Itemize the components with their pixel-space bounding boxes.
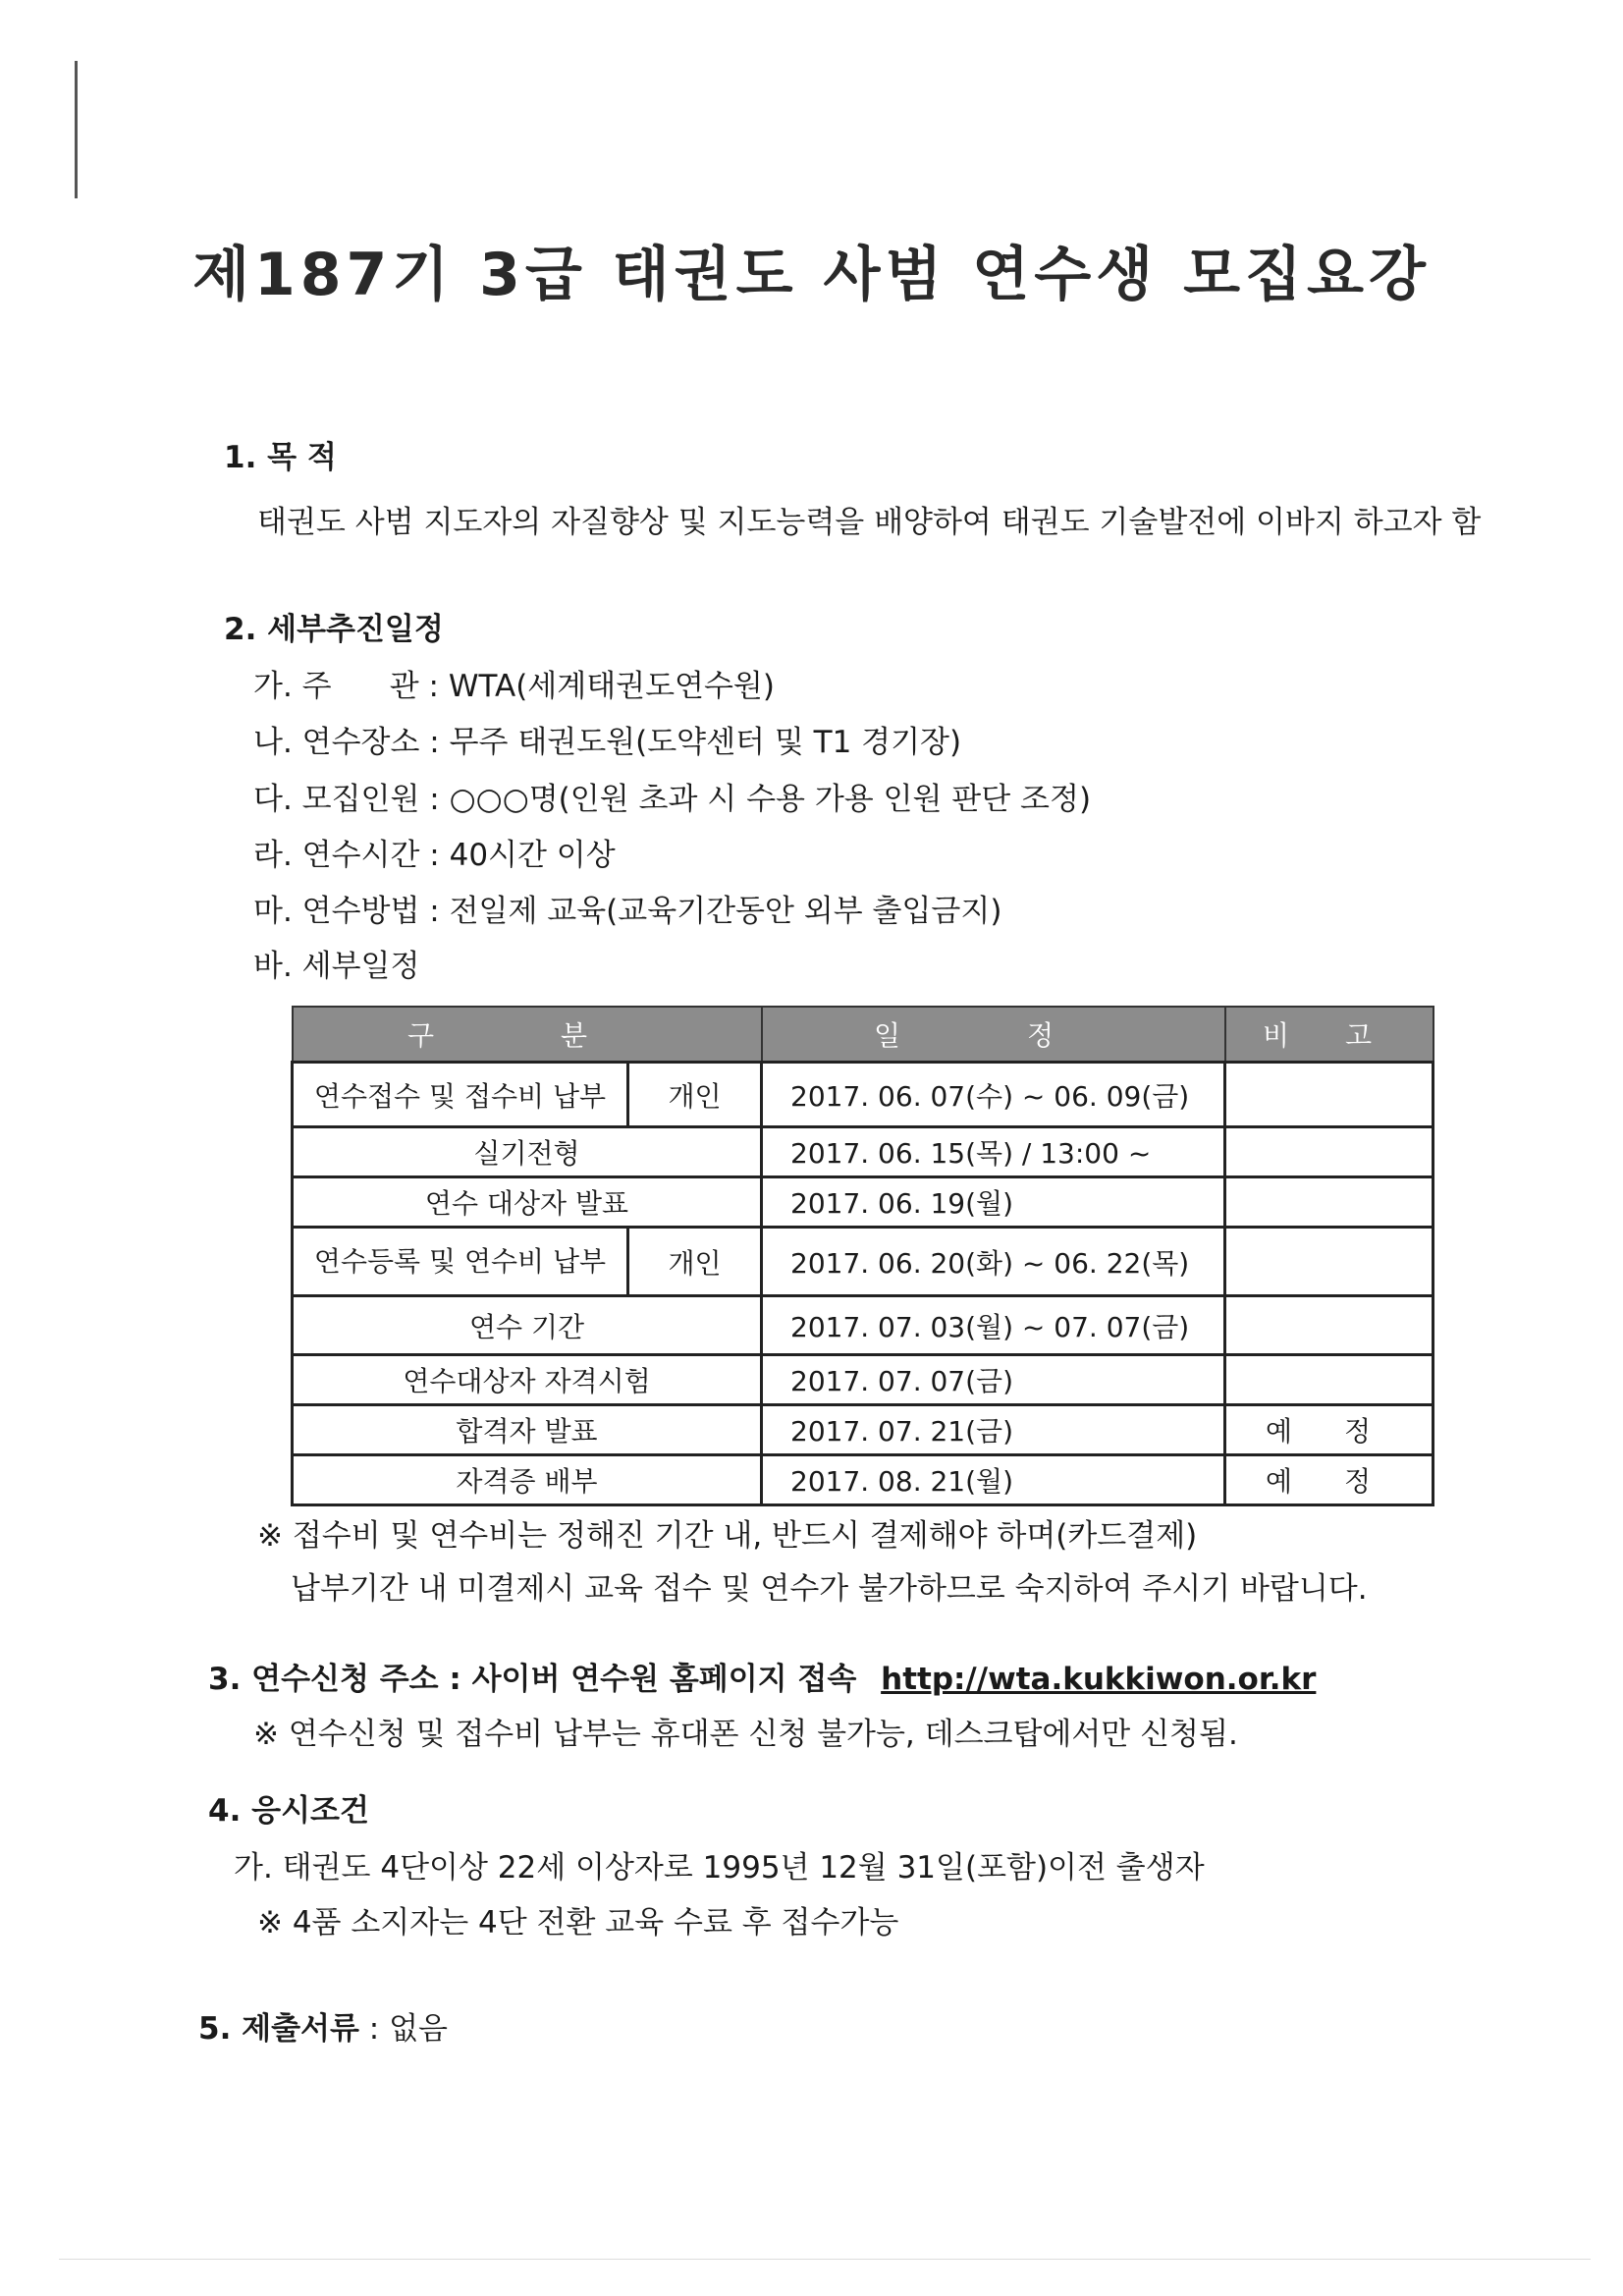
scan-edge-line [75,61,78,198]
header-schedule: 일 정 [762,1007,1225,1063]
section-2-item-method: 마. 연수방법 : 전일제 교육(교육기간동안 외부 출입금지) [253,894,1002,929]
row-date: 2017. 08. 21(월) [762,1455,1225,1505]
section-2-item-recruits: 다. 모집인원 : ○○○명(인원 초과 시 수용 가용 인원 판단 조정) [253,782,1092,817]
table-row [293,1063,1434,1127]
table-note-line-1: ※ 접수비 및 연수비는 정해진 기간 내, 반드시 결제해야 하며(카드결제) [257,1518,1198,1554]
section-2-item-venue: 나. 연수장소 : 무주 태권도원(도약센터 및 T1 경기장) [253,725,962,760]
row-item: 연수접수 및 접수비 납부 [293,1063,628,1127]
section-1-body: 태권도 사범 지도자의 자질향상 및 지도능력을 배양하여 태권도 기술발전에 이바지 하고자 함 [257,505,1482,540]
row-date: 2017. 06. 07(수) ~ 06. 09(금) [762,1063,1225,1127]
row-date: 2017. 06. 19(월) [762,1177,1225,1228]
homepage-link[interactable]: http://wta.kukkiwon.or.kr [881,1662,1317,1697]
row-note [1225,1063,1434,1127]
row-note: 예 정 [1225,1405,1434,1455]
table-row [293,1405,1434,1455]
row-note [1225,1177,1434,1228]
header-remarks: 비 고 [1225,1007,1434,1063]
schedule-table [291,1006,1434,1506]
header-category: 구 분 [293,1007,762,1063]
table-row [293,1355,1434,1405]
page-bottom-line [59,2259,1591,2260]
section-5-heading: 5. 제출서류 [198,2011,359,2047]
section-5-value: 없음 [389,2011,448,2047]
row-note: 예 정 [1225,1455,1434,1505]
section-3-note: ※ 연수신청 및 접수비 납부는 휴대폰 신청 불가능, 데스크탑에서만 신청됨. [253,1717,1238,1752]
row-date: 2017. 07. 07(금) [762,1355,1225,1405]
section-4-heading: 4. 응시조건 [208,1793,369,1829]
row-date: 2017. 06. 20(화) ~ 06. 22(목) [762,1228,1225,1296]
table-header-row [293,1007,1434,1063]
table-note-line-2: 납부기간 내 미결제시 교육 접수 및 연수가 불가하므로 숙지하여 주시기 바랍니다. [291,1571,1368,1607]
row-item: 실기전형 [293,1127,762,1177]
row-item: 연수대상자 자격시험 [293,1355,762,1405]
document-title: 제187기 3급 태권도 사범 연수생 모집요강 [192,241,1431,309]
table-row [293,1296,1434,1355]
row-item: 합격자 발표 [293,1405,762,1455]
row-item: 연수 대상자 발표 [293,1177,762,1228]
row-date: 2017. 07. 03(월) ~ 07. 07(금) [762,1296,1225,1355]
table-row [293,1177,1434,1228]
section-3-heading: 3. 연수신청 주소 : 사이버 연수원 홈페이지 접속 [208,1662,857,1697]
section-1-heading: 1. 목 적 [224,440,337,475]
table-row [293,1127,1434,1177]
section-4-note: ※ 4품 소지자는 4단 전환 교육 수료 후 접수가능 [257,1905,899,1941]
section-5-sep: : [358,2011,390,2047]
row-note [1225,1127,1434,1177]
section-5-row [198,2003,448,2048]
row-note [1225,1296,1434,1355]
section-2-item-hours: 라. 연수시간 : 40시간 이상 [253,838,616,873]
section-4-item: 가. 태권도 4단이상 22세 이상자로 1995년 12월 31일(포함)이전 출생자 [234,1850,1205,1886]
section-2-item-schedule: 바. 세부일정 [253,949,420,984]
section-3-row [208,1654,1316,1698]
row-sub: 개인 [628,1228,762,1296]
row-item: 자격증 배부 [293,1455,762,1505]
row-date: 2017. 07. 21(금) [762,1405,1225,1455]
row-note [1225,1355,1434,1405]
row-item: 연수 기간 [293,1296,762,1355]
row-item: 연수등록 및 연수비 납부 [293,1228,628,1296]
row-date: 2017. 06. 15(목) / 13:00 ~ [762,1127,1225,1177]
row-note [1225,1228,1434,1296]
row-sub: 개인 [628,1063,762,1127]
section-2-heading: 2. 세부추진일정 [224,612,444,647]
table-row [293,1228,1434,1296]
section-2-item-organizer: 가. 주 관 : WTA(세계태권도연수원) [253,669,775,704]
table-row [293,1455,1434,1505]
